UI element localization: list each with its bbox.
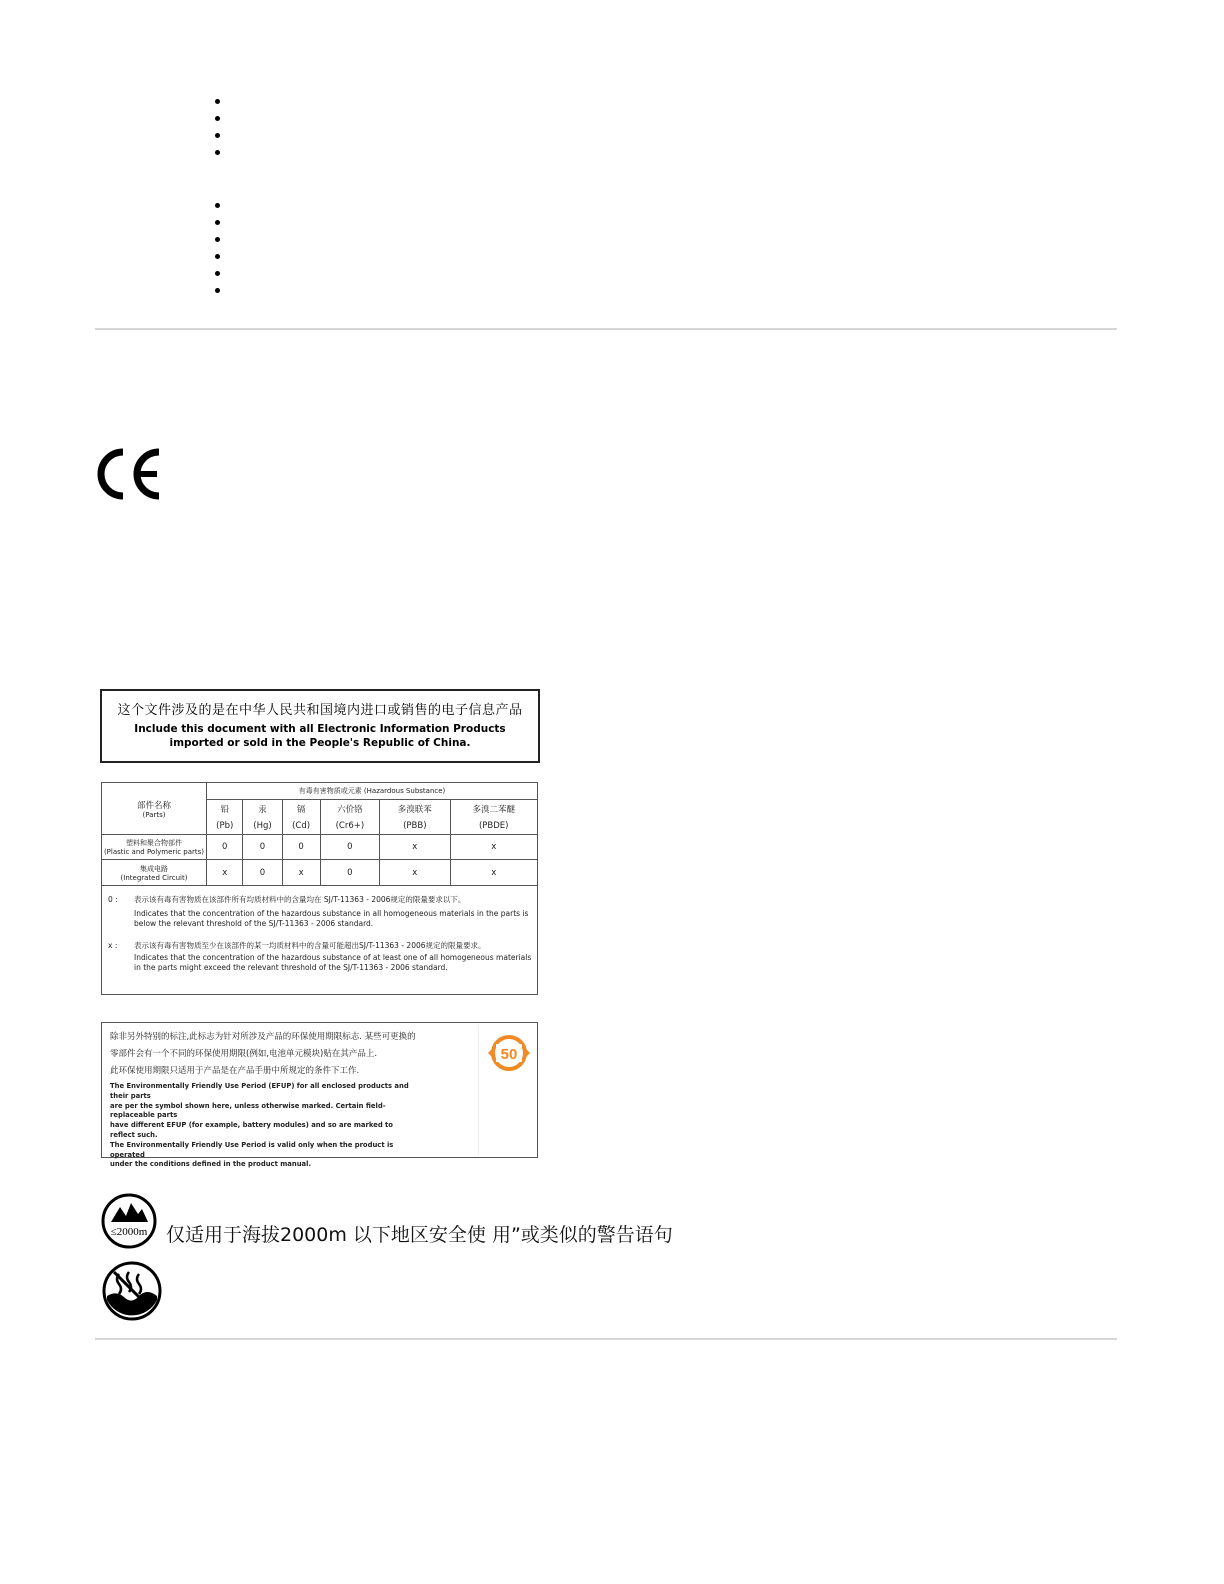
efup-en <box>110 1082 420 1170</box>
china-rohs-notice <box>100 689 540 763</box>
efup-number: 50 <box>500 1046 518 1063</box>
substance-value-cell: 0 <box>243 860 282 886</box>
note-x <box>108 941 533 973</box>
note-x-mark: x : <box>108 941 118 950</box>
list-item <box>212 111 222 128</box>
list-item <box>212 215 222 232</box>
efup-en-line: are per the symbol shown here, unless otherwise marked. Certain field-replaceable parts <box>110 1101 386 1120</box>
altitude-icon-label: ≤2000m <box>110 1226 148 1238</box>
part-name-cell <box>102 860 207 886</box>
note-x-cn: 表示该有毒有害物质至少在该部件的某一均质材料中的含量可能超出SJ/T-11363 - 2006规定的限量要求。 <box>134 941 486 950</box>
efup-en-line: The Environmentally Friendly Use Period (EFUP) for all enclosed products and their parts <box>110 1082 409 1100</box>
note-zero <box>108 895 533 929</box>
substance-cn: 六价铬 <box>337 805 363 815</box>
substance-symbol: (PBB) <box>403 821 427 831</box>
section-divider <box>95 328 1117 330</box>
efup-en-line: The Environmentally Friendly Use Period is valid only when the product is operated <box>110 1140 394 1159</box>
efup-en-line: under the conditions defined in the product manual. <box>110 1160 312 1169</box>
parts-header <box>102 783 207 835</box>
efup-en-line: have different EFUP (for example, battery modules) and so are marked to reflect such. <box>110 1121 393 1139</box>
substance-value-cell: x <box>450 860 538 886</box>
efup-50-year-icon <box>484 1029 534 1075</box>
substance-cn: 汞 <box>258 805 267 815</box>
efup-cn-line: 此环保使用期限只适用于产品是在产品手册中所规定的条件下工作. <box>110 1066 360 1076</box>
efup-cn <box>110 1029 470 1080</box>
substance-symbol: (Cr6+) <box>335 821 365 831</box>
substance-symbol: (Cd) <box>292 821 311 831</box>
substance-value-cell: x <box>380 860 450 886</box>
section-divider <box>95 1338 1117 1340</box>
substance-symbol: (PBDE) <box>478 821 509 831</box>
bullet-list-bottom <box>212 198 222 300</box>
list-item <box>212 266 222 283</box>
list-item <box>212 94 222 111</box>
substance-value-cell: x <box>450 835 538 860</box>
efup-notice <box>101 1022 538 1169</box>
notice-en-line1: Include this document with all Electronic Information Products <box>134 723 506 735</box>
substance-cn: 多溴联苯 <box>397 805 432 815</box>
table-row <box>102 860 538 886</box>
substance-value-cell: 0 <box>243 835 282 860</box>
substance-symbol: (Pb) <box>216 821 234 831</box>
bullet-list-top <box>212 94 222 162</box>
list-item <box>212 232 222 249</box>
efup-cn-line: 零部件会有一个不同的环保使用期限(例如,电池单元模块)贴在其产品上. <box>110 1049 378 1059</box>
substance-header-cell <box>380 800 450 835</box>
substance-value-cell: 0 <box>282 835 320 860</box>
substance-symbol: (Hg) <box>253 821 272 831</box>
table-notes <box>108 895 533 973</box>
altitude-limit-icon <box>100 1192 158 1250</box>
parts-header-cn: 部件名称 <box>136 800 171 811</box>
non-tropical-climate-icon <box>101 1260 163 1322</box>
substance-value-cell: x <box>380 835 450 860</box>
list-item <box>212 198 222 215</box>
substance-header-cell <box>282 800 320 835</box>
list-item <box>212 283 222 300</box>
part-name-cn: 集成电路 <box>140 864 168 873</box>
substance-value-cell: x <box>282 860 320 886</box>
substance-cn: 镉 <box>296 805 306 815</box>
substance-value-cell: 0 <box>320 835 379 860</box>
list-item <box>212 249 222 266</box>
ce-mark-icon <box>93 448 165 500</box>
notice-cn: 这个文件涉及的是在中华人民共和国境内进口或销售的电子信息产品 <box>117 703 523 718</box>
hazardous-substance-table <box>101 782 538 995</box>
substance-header: 有毒有害物质或元素 (Hazardous Substance) <box>207 783 538 800</box>
notice-en-line2: imported or sold in the People's Republic of China. <box>169 737 471 749</box>
note-zero-cn: 表示该有毒有害物质在该部件所有均质材料中的含量均在 SJ/T-11363 - 2006规定的限量要求以下。 <box>134 895 466 904</box>
substance-header-cell <box>450 800 538 835</box>
note-zero-en: Indicates that the concentration of the hazardous substance in all homogeneous materials in the parts is below the relevant threshold of the SJ/T-11363 - 2006 standard. <box>134 909 529 928</box>
list-item <box>212 145 222 162</box>
part-name-cell <box>102 835 207 860</box>
substance-header-cell <box>243 800 282 835</box>
notice-en <box>102 722 538 750</box>
list-item <box>212 128 222 145</box>
parts-header-en: (Parts) <box>142 810 166 819</box>
substance-value-cell: 0 <box>207 835 243 860</box>
substance-header-cell <box>320 800 379 835</box>
substance-header-cell <box>207 800 243 835</box>
note-x-en: Indicates that the concentration of the hazardous substance of at least one of all homogeneous materials in the parts might exceed the relevant threshold of the SJ/T-11363 - 2006 standard. <box>134 953 532 972</box>
part-name-en: (Integrated Circuit) <box>120 873 188 882</box>
substance-cn: 铅 <box>220 805 229 815</box>
efup-cn-line: 除非另外特别的标注,此标志为针对所涉及产品的环保使用期限标志. 某些可更换的 <box>110 1032 416 1042</box>
substance-value-cell: x <box>207 860 243 886</box>
part-name-cn: 塑料和聚合物部件 <box>126 839 182 847</box>
divider <box>478 1025 479 1155</box>
part-name-en: (Plastic and Polymeric parts) <box>103 848 205 856</box>
substance-cn: 多溴二苯醚 <box>472 805 515 815</box>
substance-value-cell: 0 <box>320 860 379 886</box>
altitude-warning-text: 仅适用于海拔2000m 以下地区安全使 用”或类似的警告语句 <box>166 1224 673 1246</box>
note-zero-mark: 0 : <box>108 895 118 904</box>
table-row <box>102 835 538 860</box>
